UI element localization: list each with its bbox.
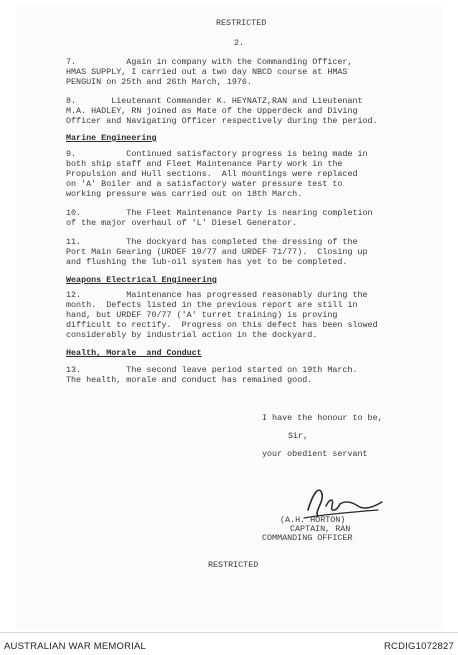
para-12-line-3: hand, but URDEF 70/77 ('A' turret training) is proving bbox=[66, 310, 338, 320]
para-11-line-3: and flushing the lub-oil system has yet to be completed. bbox=[66, 257, 348, 267]
closing-line-1: I have the honour to be, bbox=[262, 413, 383, 423]
para-9-line-1: 9. Continued satisfactory progress is being made in bbox=[66, 149, 368, 159]
para-13-line-1: 13. The second leave period started on 19th March. bbox=[66, 365, 358, 375]
signatory-name: (A.H. HORTON) bbox=[280, 515, 346, 525]
closing-line-3: your obedient servant bbox=[262, 449, 368, 459]
heading-health-morale: Health, Morale and Conduct bbox=[66, 348, 202, 358]
para-12-line-2: month. Defects listed in the previous report are still in bbox=[66, 300, 358, 310]
signatory-role: COMMANDING OFFICER bbox=[262, 533, 353, 543]
page-number: 2. bbox=[234, 38, 245, 48]
classification-top: RESTRICTED bbox=[216, 18, 267, 28]
para-12-line-1: 12. Maintenance has progressed reasonably during the bbox=[66, 290, 368, 300]
para-12-line-4: difficult to rectify. Progress on this defect has been slowed bbox=[66, 320, 378, 330]
para-10-line-2: of the major overhaul of 'L' Diesel Generator. bbox=[66, 218, 298, 228]
para-11-line-1: 11. The dockyard has completed the dressing of the bbox=[66, 237, 358, 247]
para-9-line-3: Propulsion and Hull sections. All mountings were replaced bbox=[66, 169, 358, 179]
heading-weapons-electrical: Weapons Electrical Engineering bbox=[66, 275, 217, 285]
para-8-line-1: 8. Lieutenant Commander K. HEYNATZ,RAN and Lieutenant bbox=[66, 96, 363, 106]
closing-line-2: Sir, bbox=[288, 431, 309, 441]
footer-record-id: RCDIG1072827 bbox=[384, 641, 454, 652]
footer-institution: AUSTRALIAN WAR MEMORIAL bbox=[4, 641, 147, 652]
para-13-line-2: The health, morale and conduct has remained good. bbox=[66, 375, 313, 385]
archive-footer bbox=[0, 632, 458, 655]
para-7-line-1: 7. Again in company with the Commanding Officer, bbox=[66, 57, 353, 67]
para-8-line-2: M.A. HADLEY, RN joined as Mate of the Upperdeck and Diving bbox=[66, 106, 358, 116]
heading-marine-engineering: Marine Engineering bbox=[66, 133, 157, 143]
para-12-line-5: considerably by industrial action in the dockyard. bbox=[66, 330, 318, 340]
para-9-line-4: on 'A' Boiler and a satisfactory water pressure test to bbox=[66, 179, 343, 189]
para-7-line-3: PENGUIN on 25th and 26th March, 1976. bbox=[66, 77, 252, 87]
classification-bottom: RESTRICTED bbox=[208, 560, 259, 570]
para-9-line-5: working pressure was carried out on 18th March. bbox=[66, 189, 303, 199]
signatory-rank: CAPTAIN, RAN bbox=[290, 524, 351, 534]
para-9-line-2: both ship staff and Fleet Maintenance Party work in the bbox=[66, 159, 343, 169]
para-11-line-2: Port Main Gearing (URDEF 19/77 and URDEF 71/77). Closing up bbox=[66, 247, 368, 257]
para-8-line-3: Officer and Navigating Officer respectively during the period. bbox=[66, 116, 378, 126]
para-10-line-1: 10. The Fleet Maintenance Party is nearing completion bbox=[66, 208, 373, 218]
para-7-line-2: HMAS SUPPLY, I carried out a two day NBCD course at HMAS bbox=[66, 67, 348, 77]
